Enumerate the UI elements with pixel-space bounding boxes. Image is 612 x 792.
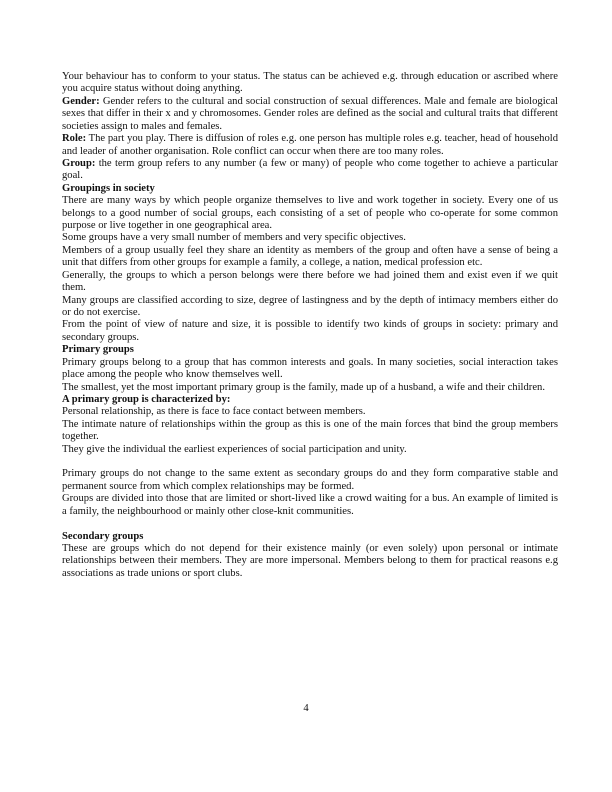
paragraph-text: They give the individual the earliest experiences of social participation and unity. [62, 443, 407, 455]
paragraph-text: Groups are divided into those that are limited or short-lived like a crowd waiting for a bus. An example of limited is a family, the neighbourhood or mainly other close-knit communities. [62, 493, 558, 517]
paragraph-text: From the point of view of nature and size, it is possible to identify two kinds of groups in society: primary and secondary groups. [62, 319, 558, 343]
paragraph-text: Some groups have a very small number of members and very specific objectives. [62, 232, 406, 244]
blank-line [62, 518, 558, 530]
paragraph-gender [62, 96, 558, 133]
paragraph-text: Primary groups do not change to the same extent as secondary groups do and they form comparative stable and permanent source from which complex relationships may be formed. [62, 468, 558, 492]
definition-role: The part you play. There is diffusion of roles e.g. one person has multiple roles e.g. teacher, head of household and leader of another organisation. Role conflict can occur when there are too many roles. [62, 133, 558, 157]
paragraph-text: Generally, the groups to which a person belongs were there before we had joined them and exist even if we quit them. [62, 269, 558, 294]
term-group: Group: [62, 157, 96, 169]
paragraph-text: Many groups are classified according to size, degree of lastingness and by the depth of intimacy members either do or do not exercise. [62, 294, 558, 319]
document-page [62, 71, 558, 580]
paragraph-text: These are groups which do not depend for their existence mainly (or even solely) upon personal or intimate relationships between their members. They are more impersonal. Members belong to them for practical reasons e.g associations as trade unions or sport clubs. [62, 543, 558, 579]
heading-groupings-in-society: Groupings in society [62, 182, 155, 194]
paragraph-text: The intimate nature of relationships within the group as this is one of the main forces that bind the group members together. [62, 418, 558, 443]
heading-primary-group-characterized: A primary group is characterized by: [62, 393, 231, 405]
page-number: 4 [303, 703, 309, 714]
paragraph-text: The smallest, yet the most important primary group is the family, made up of a husband, a wife and their children. [62, 381, 545, 393]
term-gender: Gender: [62, 95, 100, 107]
definition-group: the term group refers to any number (a few or many) of people who come together to achieve a particular goal. [62, 157, 558, 182]
paragraph-status: Your behaviour has to conform to your status. The status can be achieved e.g. through education or ascribed where you acquire status without doing anything. [62, 71, 558, 95]
paragraph-group [62, 158, 558, 183]
paragraph-text: Members of a group usually feel they share an identity as members of the group and often have a sense of being a unit that differs from other groups for example a family, a college, a nation, medical profession etc. [62, 244, 558, 269]
paragraph-role [62, 133, 558, 158]
paragraph-text: There are many ways by which people organize themselves to live and work together in society. Every one of us belongs to a good number of social groups, each consisting of a set of people who co-operate for some common purpose or live together in one geographical area. [62, 195, 558, 232]
term-role: Role: [62, 133, 87, 145]
heading-primary-groups: Primary groups [62, 344, 134, 356]
heading-secondary-groups: Secondary groups [62, 530, 144, 542]
definition-gender: Gender refers to the cultural and social construction of sexual differences. Male and female are biological sexes that differ in their x and y chromosomes. Gender roles are defined as the social and cultural traits that different societies assign to males and females. [62, 95, 558, 132]
paragraph-text: Primary groups belong to a group that has common interests and goals. In many societies, social interaction takes place among the people who know themselves well. [62, 356, 558, 381]
blank-line [62, 456, 558, 468]
paragraph-text: Personal relationship, as there is face to face contact between members. [62, 406, 366, 418]
